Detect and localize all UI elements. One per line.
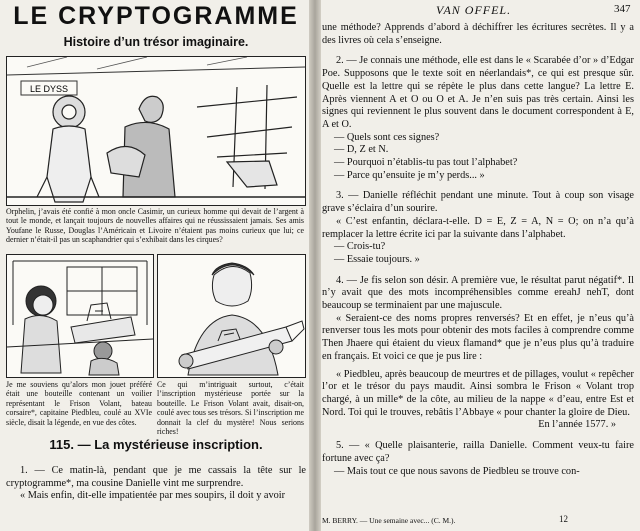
paragraph: 2. — Je connais une méthode, elle est dans le « Scarabée d’or » d’Edgar Poe. Supposons que le texte soit en néerlandais*, ce qui est presque sûr. Quelle est la lettre qui se répète le plus dans cette langue? La lettre E. Après viennent A et O ou O et A. Je n’en suis pas très certain. Ainsi les signes qui reviennent le plus souvent dans le document correspondent à E, A et O. [322, 55, 634, 130]
dialogue-line: — D, Z et N. [334, 144, 389, 156]
paragraph: une méthode? Apprends d’abord à déchiffrer les écritures secrètes. Il y a des livres où cela s’enseigne. [322, 22, 634, 46]
illustration-sign-text: LE DYSS [29, 84, 69, 94]
book-subtitle: Histoire d’un trésor imaginaire. [63, 35, 249, 49]
paragraph: 1. — Ce matin-là, pendant que je me cassais la tête sur le cryptogramme*, ma cousine Danielle vint me surprendre. [6, 465, 306, 489]
right-page [318, 0, 640, 531]
left-body [6, 465, 306, 503]
caption-top: Orphelin, j’avais été confié à mon oncle Casimir, un curieux homme qui devait de l’argent à tout le monde, et lançait toujours de nouvelles affaires qui ne réussissaient jamais. Ses amis Youfane le Russe, Douglas l’Américain et Livoire n’étaient pas moins curieux que lui; ce dernier n’était-il pas un scaphandrier qui s’exhibait dans les cirques? [6, 207, 304, 245]
left-page [0, 0, 312, 531]
caption-right: Ce qui m’intriguait surtout, c’était l’inscription mystérieuse portée sur la bouteille. Le Frison Volant avait, disait-on, coulé avec tous ses trésors. Si l’inscription me donnait la clef du mystère! Nous serions riches! [157, 380, 304, 437]
children-scene-drawing [7, 255, 153, 377]
date-line: En l’année 1577. » [538, 419, 616, 431]
illustration-children-bottle [6, 254, 154, 378]
book-title: LE CRYPTOGRAMME [13, 2, 299, 30]
dialogue-line: — Crois-tu? [334, 241, 386, 253]
dialogue-line: — Essaie toujours. » [334, 253, 420, 265]
dialogue-line: — Quels sont ces signes? [334, 131, 440, 143]
illustration-boy-bottle [157, 254, 306, 378]
diver-scene-drawing [7, 57, 305, 205]
dialogue-line: — Parce qu’ensuite je m’y perds... » [334, 169, 485, 181]
dialogue-line: — Pourquoi n’établis-tu pas tout l’alphabet? [334, 157, 518, 169]
paragraph: « C’est enfantin, déclara-t-elle. D = E, Z = A, N = O; on n’a qu’à remplacer la lettre écrite ici par la suivante dans l’alphabet. [322, 215, 634, 240]
footer-note: M. BERRY. — Une semaine avec... (C. M.). [322, 516, 456, 525]
running-head: VAN OFFEL. [436, 3, 512, 17]
paragraph: « Seraient-ce des noms propres renversés? Et en effet, je n’eus qu’à renverser tous les mots pour obtenir des mots faciles à comprendre comme Then Jhaere qui étaient du vieux flamand* que je n’eus plus qu’à traduire en français. Et voici ce que je pus lire : [322, 312, 634, 362]
right-body [322, 22, 634, 478]
section-heading: 115. — La mystérieuse inscription. [49, 437, 263, 452]
illustration-diver-scene [6, 56, 306, 206]
paragraph: « Mais enfin, dit-elle impatientée par mes soupirs, il doit y avoir [20, 490, 286, 502]
page-number: 347 [614, 3, 631, 15]
paragraph: 5. — « Quelle plaisanterie, railla Danielle. Comment veux-tu faire fortune avec ça? [322, 440, 634, 464]
paragraph: 4. — Je fis selon son désir. A première vue, le résultat parut négatif*. Il n’y avait que des mots incompréhensibles comme ereahJ nehT, dont beaucoup se terminaient par une majuscule. [322, 274, 634, 312]
sheet-number: 12 [559, 514, 568, 524]
dialogue-line: — Mais tout ce que nous savons de Piedbleu se trouve con- [334, 465, 580, 477]
boy-scene-drawing [158, 255, 305, 377]
caption-left: Je me souviens qu’alors mon jouet préféré était une bouteille contenant un voilier représentant le Frison Volant, bateau corsaire*, capitaine Piedbleu, coulé au XVIe siècle, disait la légende, en vue des côtes. [6, 380, 152, 427]
paragraph: « Piedbleu, après beaucoup de meurtres et de pillages, voulut « repêcher l’or et le trésor du pays maudit. Ainsi sombra le Frison « Volant trop chargé, à un mille* de la côte, au milieu de la nappe « d’eau, entre Est et Nord. Toi qui le trouves, rebâtis l’Abbaye « pour chanter la gloire de Dieu. [322, 368, 634, 418]
paragraph: 3. — Danielle réfléchit pendant une minute. Tout à coup son visage grave s’éclaira d’un sourire. [322, 190, 634, 215]
